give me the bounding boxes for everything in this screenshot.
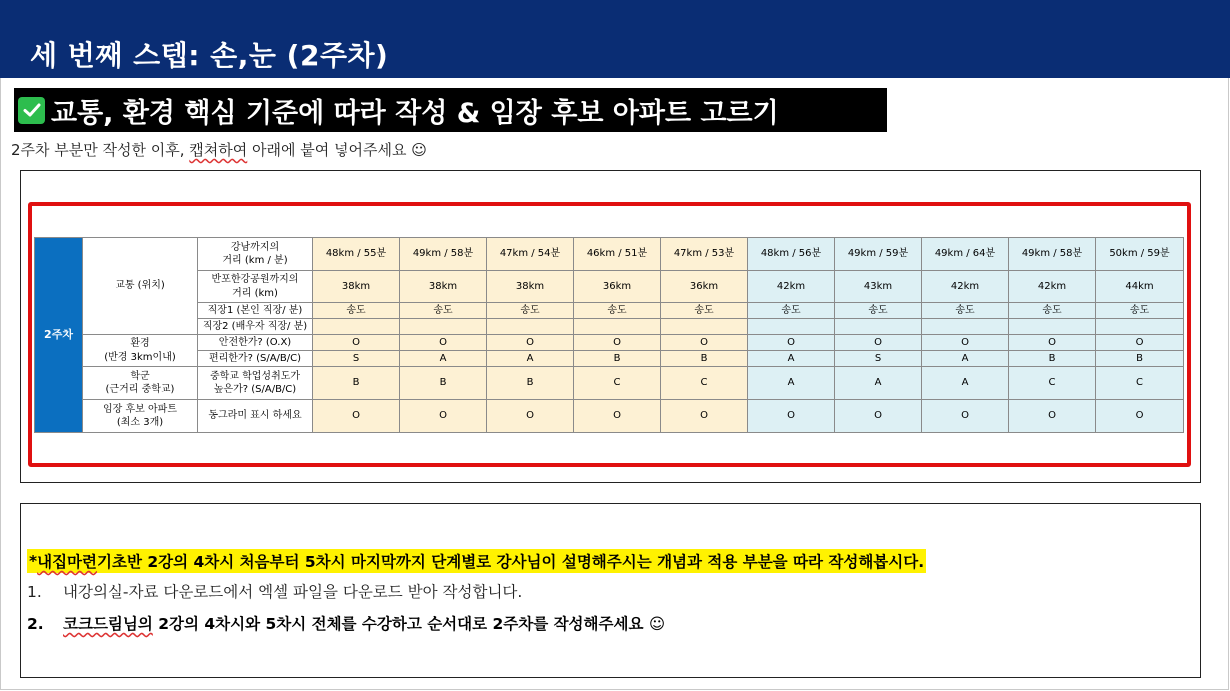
page-title: 세 번째 스텝: 손,눈 (2주차) (30, 39, 389, 72)
table-cell[interactable]: 송도 (748, 303, 835, 319)
table-cell[interactable]: 송도 (487, 303, 574, 319)
highlight-prefix: * (29, 552, 38, 570)
table-cell[interactable]: O (1096, 335, 1184, 351)
table-cell[interactable]: O (487, 335, 574, 351)
table-cell[interactable]: 38km (487, 271, 574, 303)
list-number: 1. (27, 583, 42, 601)
subtitle-squiggle-word: 캡쳐하여 (189, 141, 248, 159)
table-cell-empty[interactable] (922, 319, 1009, 335)
table-cell[interactable]: A (487, 351, 574, 367)
row-job1 (35, 303, 1184, 319)
table-cell[interactable]: 42km (748, 271, 835, 303)
check-mark-icon (18, 97, 45, 124)
table-cell[interactable]: B (487, 367, 574, 400)
table-cell-empty[interactable] (313, 319, 400, 335)
subtitle-text: 2주차 부분만 작성한 이후, (11, 141, 190, 159)
table-cell-empty[interactable] (1096, 319, 1184, 335)
table-cell[interactable]: O (661, 400, 748, 433)
criterion-job2: 직장2 (배우자 직장/ 분) (198, 319, 313, 335)
table-cell[interactable]: O (748, 335, 835, 351)
table-cell[interactable]: A (922, 367, 1009, 400)
table-cell[interactable]: O (835, 335, 922, 351)
table-cell[interactable]: B (1096, 351, 1184, 367)
table-cell[interactable]: 42km (922, 271, 1009, 303)
table-cell[interactable]: O (922, 400, 1009, 433)
table-cell[interactable]: C (661, 367, 748, 400)
instruction-subtitle (11, 139, 427, 160)
table-cell[interactable]: 송도 (1009, 303, 1096, 319)
list-item-1 (27, 580, 522, 602)
table-cell[interactable]: S (313, 351, 400, 367)
section-heading (14, 88, 887, 132)
table-cell[interactable]: B (400, 367, 487, 400)
table-cell[interactable]: 송도 (313, 303, 400, 319)
highlighted-instruction (27, 549, 926, 573)
table-cell[interactable]: A (835, 367, 922, 400)
table-cell[interactable]: 38km (400, 271, 487, 303)
row-school (35, 367, 1184, 400)
table-cell[interactable]: O (313, 335, 400, 351)
table-cell[interactable]: C (574, 367, 661, 400)
table-cell[interactable]: O (400, 335, 487, 351)
table-cell[interactable]: 36km (574, 271, 661, 303)
criterion-convenient: 편리한가? (S/A/B/C) (198, 351, 313, 367)
table-cell-empty[interactable] (400, 319, 487, 335)
section-heading-text: 교통, 환경 핵심 기준에 따라 작성 & 임장 후보 아파트 고르기 (51, 97, 779, 129)
row-convenient (35, 351, 1184, 367)
table-cell[interactable]: O (1009, 400, 1096, 433)
week2-apartment-table (34, 237, 1184, 433)
table-cell[interactable]: O (400, 400, 487, 433)
table-cell[interactable]: O (661, 335, 748, 351)
table-cell[interactable]: 38km (313, 271, 400, 303)
list-item-2 (27, 612, 665, 634)
week-label: 2주차 (35, 238, 83, 433)
table-cell-empty[interactable] (487, 319, 574, 335)
list-item-text: 2강의 4차시와 5차시 전체를 수강하고 순서대로 2주차를 작성해주세요 ☺ (152, 615, 665, 633)
row-job2 (35, 319, 1184, 335)
table-cell[interactable]: A (922, 351, 1009, 367)
table-cell[interactable]: 송도 (835, 303, 922, 319)
table-cell[interactable]: 송도 (661, 303, 748, 319)
table-cell[interactable]: B (1009, 351, 1096, 367)
table-cell[interactable]: A (748, 351, 835, 367)
table-cell[interactable]: A (748, 367, 835, 400)
table-cell[interactable]: 송도 (922, 303, 1009, 319)
row-safe (35, 335, 1184, 351)
criterion-mark: 동그라미 표시 하세요 (198, 400, 313, 433)
table-cell[interactable]: 송도 (400, 303, 487, 319)
list-number: 2. (27, 615, 44, 633)
criterion-job1: 직장1 (본인 직장/ 분) (198, 303, 313, 319)
table-cell[interactable]: O (574, 335, 661, 351)
table-cell-empty[interactable] (748, 319, 835, 335)
row-gangnam (35, 238, 1184, 271)
table-cell[interactable]: 49km / 64분 (922, 238, 1009, 271)
category-environment: 환경 (반경 3km이내) (83, 335, 198, 367)
list-item-squiggle-word: 코크드림님의 (63, 615, 153, 633)
table-cell[interactable]: B (574, 351, 661, 367)
table-cell[interactable]: 48km / 56분 (748, 238, 835, 271)
table-cell[interactable]: O (1096, 400, 1184, 433)
table-cell[interactable]: O (487, 400, 574, 433)
category-candidate: 임장 후보 아파트 (최소 3개) (83, 400, 198, 433)
table-cell[interactable]: 49km / 58분 (1009, 238, 1096, 271)
table-cell[interactable]: 44km (1096, 271, 1184, 303)
category-school: 학군 (근거리 중학교) (83, 367, 198, 400)
table-cell[interactable]: 48km / 55분 (313, 238, 400, 271)
table-cell-empty[interactable] (574, 319, 661, 335)
table-cell[interactable]: S (835, 351, 922, 367)
criterion-gangnam: 강남까지의 거리 (km / 분) (198, 238, 313, 271)
table-cell-empty[interactable] (661, 319, 748, 335)
table-cell[interactable]: 송도 (574, 303, 661, 319)
table-cell[interactable]: 36km (661, 271, 748, 303)
subtitle-text-end: 아래에 붙여 넣어주세요 ☺ (247, 141, 427, 159)
table-cell[interactable]: O (922, 335, 1009, 351)
table-cell[interactable]: 송도 (1096, 303, 1184, 319)
table-cell-empty[interactable] (1009, 319, 1096, 335)
row-candidate (35, 400, 1184, 433)
table-cell[interactable]: 49km / 59분 (835, 238, 922, 271)
table-cell[interactable]: O (748, 400, 835, 433)
table-cell[interactable]: 43km (835, 271, 922, 303)
list-item-text: 내강의실-자료 다운로드에서 엑셀 파일을 다운로드 받아 작성합니다. (63, 583, 523, 601)
table-cell[interactable]: C (1096, 367, 1184, 400)
table-cell[interactable]: 49km / 58분 (400, 238, 487, 271)
table-cell[interactable]: 47km / 54분 (487, 238, 574, 271)
table-cell[interactable]: B (661, 351, 748, 367)
highlight-squiggle-word: 내집마련 (37, 553, 98, 571)
criterion-safe: 안전한가? (O.X) (198, 335, 313, 351)
criterion-school: 중학교 학업성취도가 높은가? (S/A/B/C) (198, 367, 313, 400)
table-cell-empty[interactable] (835, 319, 922, 335)
table-cell[interactable]: O (835, 400, 922, 433)
category-transport: 교통 (위치) (83, 238, 198, 335)
row-banpo (35, 271, 1184, 303)
table-cell[interactable]: O (313, 400, 400, 433)
table-cell[interactable]: O (574, 400, 661, 433)
table-cell[interactable]: 42km (1009, 271, 1096, 303)
table-cell[interactable]: 46km / 51분 (574, 238, 661, 271)
table-cell[interactable]: O (1009, 335, 1096, 351)
criterion-banpo: 반포한강공원까지의 거리 (km) (198, 271, 313, 303)
table-cell[interactable]: 47km / 53분 (661, 238, 748, 271)
table-cell[interactable]: C (1009, 367, 1096, 400)
table-cell[interactable]: 50km / 59분 (1096, 238, 1184, 271)
table-cell[interactable]: A (400, 351, 487, 367)
highlight-text: 기초반 2강의 4차시 처음부터 5차시 마지막까지 단계별로 강사님이 설명해주시는 개념과 적용 부분을 따라 작성해봅시다. (97, 553, 925, 571)
table-cell[interactable]: B (313, 367, 400, 400)
